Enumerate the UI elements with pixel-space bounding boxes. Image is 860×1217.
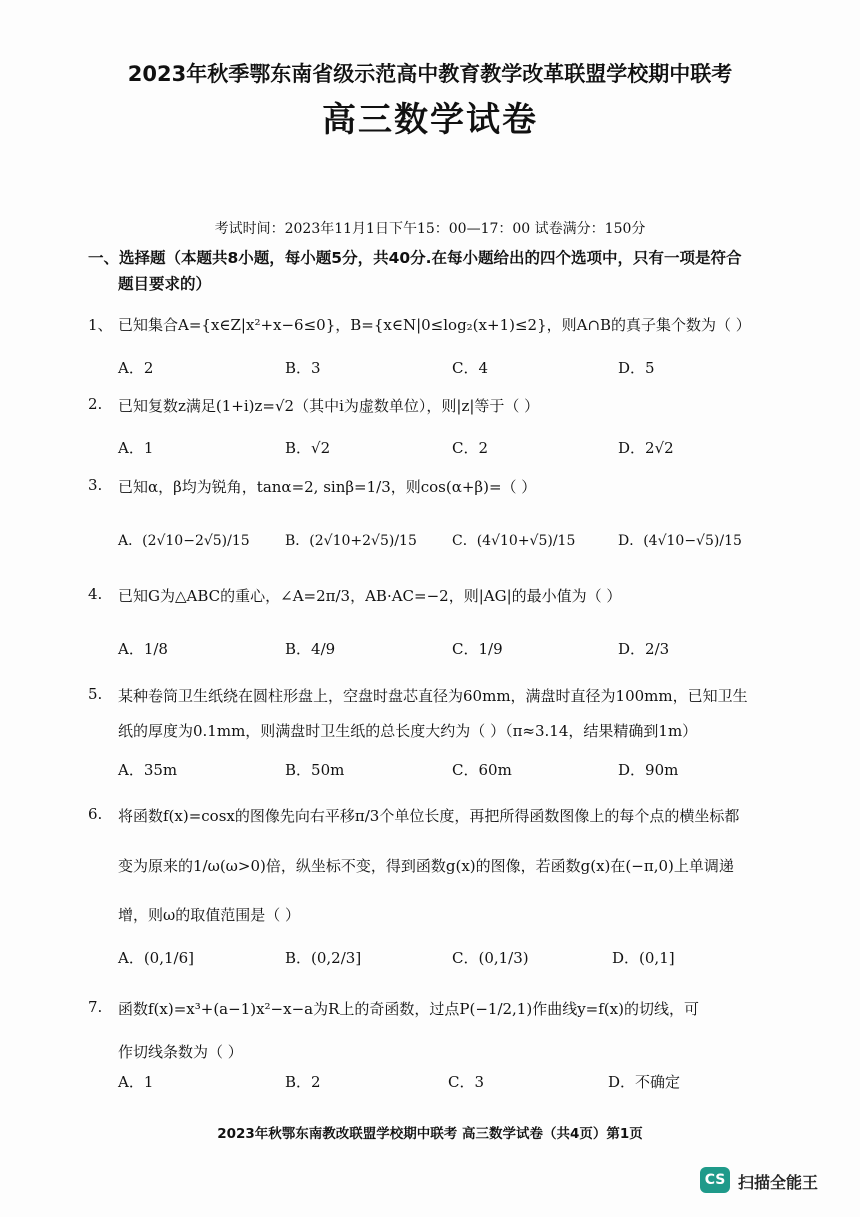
question-number: 6.: [88, 805, 103, 823]
section-heading-cont: 题目要求的）: [118, 275, 212, 293]
option-b: B．(0,2/3]: [285, 949, 362, 967]
option-c: C．2: [452, 439, 489, 457]
option-b: B．√2: [285, 439, 331, 457]
option-a: A．2: [118, 359, 154, 377]
exam-subtitle: 高三数学试卷: [322, 100, 538, 140]
question-text: 将函数f(x)=cosx的图像先向右平移π/3个单位长度，再把所得函数图像上的每个点的横坐标都: [118, 807, 740, 825]
scanner-watermark-text: 扫描全能王: [738, 1173, 819, 1192]
option-d: D．5: [618, 359, 655, 377]
option-c: C．60m: [452, 761, 512, 779]
option-a: A．1: [118, 1073, 154, 1091]
question-text-cont: 纸的厚度为0.1mm，则满盘时卫生纸的总长度大约为（ ）（π≈3.14，结果精确到1m）: [118, 722, 698, 740]
option-b: B．2: [285, 1073, 321, 1091]
option-a: A．1: [118, 439, 154, 457]
option-d: D．2/3: [618, 640, 670, 658]
option-d: D．不确定: [608, 1073, 681, 1091]
option-b: B．50m: [285, 761, 345, 779]
question-number: 3.: [88, 476, 103, 494]
option-d: D．2√2: [618, 439, 674, 457]
question-text: 已知复数z满足(1+i)z=√2（其中i为虚数单位），则|z|等于（ ）: [118, 397, 540, 415]
option-a: A．(0,1/6]: [118, 949, 194, 967]
option-d: D．(0,1]: [612, 949, 675, 967]
question-text-cont: 作切线条数为（ ）: [118, 1043, 243, 1061]
section-heading: 一、选择题（本题共8小题，每小题5分，共40分.在每小题给出的四个选项中，只有一项是符合: [88, 249, 742, 267]
question-text: 已知集合A={x∈Z|x²+x−6≤0}，B={x∈N|0≤log₂(x+1)≤2}，则A∩B的真子集个数为（ ）: [118, 316, 751, 334]
question-number: 4.: [88, 585, 103, 603]
option-a: A．35m: [118, 761, 178, 779]
option-b: B．4/9: [285, 640, 336, 658]
option-c: C．(4√10+√5)/15: [452, 533, 576, 549]
exam-info: 考试时间：2023年11月1日下午15：00—17：00 试卷满分：150分: [214, 221, 646, 237]
option-b: B．3: [285, 359, 321, 377]
question-number: 2.: [88, 395, 103, 413]
option-a: A．1/8: [118, 640, 168, 658]
option-d: D．(4√10−√5)/15: [618, 533, 742, 549]
question-number: 5.: [88, 685, 103, 703]
question-text: 某种卷筒卫生纸绕在圆柱形盘上，空盘时盘芯直径为60mm，满盘时直径为100mm，已知卫生: [118, 687, 748, 705]
option-c: C．3: [448, 1073, 485, 1091]
question-text-cont: 增，则ω的取值范围是（ ）: [118, 906, 301, 924]
option-c: C．4: [452, 359, 489, 377]
question-text: 函数f(x)=x³+(a−1)x²−x−a为R上的奇函数，过点P(−1/2,1)作曲线y=f(x)的切线，可: [118, 1000, 699, 1018]
question-text: 已知G为△ABC的重心，∠A=2π/3，AB·AC=−2，则|AG|的最小值为（ ）: [118, 587, 622, 605]
question-number: 1、: [88, 316, 113, 334]
option-d: D．90m: [618, 761, 679, 779]
option-b: B．(2√10+2√5)/15: [285, 533, 417, 549]
exam-title: 2023年秋季鄂东南省级示范高中教育教学改革联盟学校期中联考: [127, 62, 733, 86]
question-text: 已知α，β均为锐角，tanα=2, sinβ=1/3，则cos(α+β)=（ ）: [118, 478, 537, 496]
page-footer: 2023年秋鄂东南教改联盟学校期中联考 高三数学试卷（共4页）第1页: [217, 1126, 643, 1142]
option-c: C．(0,1/3): [452, 949, 529, 967]
question-number: 7.: [88, 998, 103, 1016]
scanner-logo-icon: CS: [700, 1167, 730, 1193]
option-c: C．1/9: [452, 640, 503, 658]
option-a: A．(2√10−2√5)/15: [118, 533, 250, 549]
question-text-cont: 变为原来的1/ω(ω>0)倍，纵坐标不变，得到函数g(x)的图像，若函数g(x)在(−π,0)上单调递: [118, 857, 734, 875]
